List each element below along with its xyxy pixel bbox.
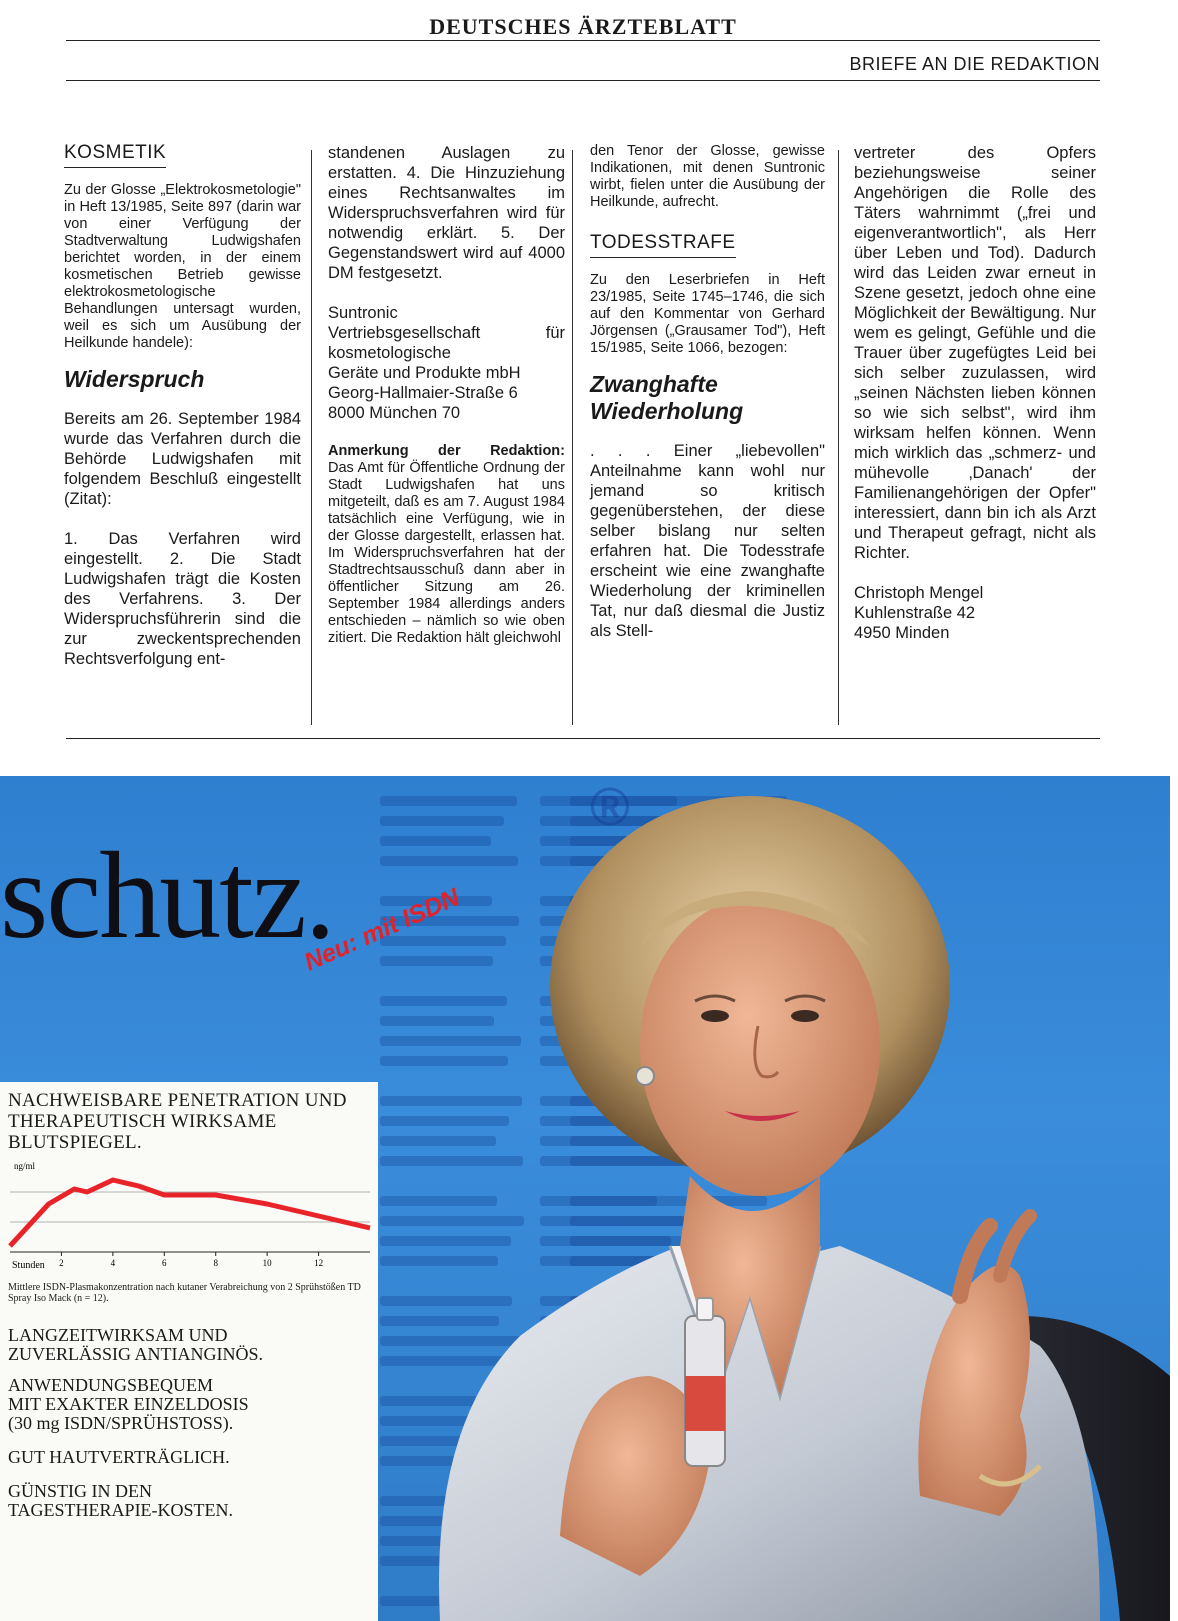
rubric-kosmetik: KOSMETIK xyxy=(64,143,166,168)
column-2 xyxy=(328,143,565,647)
headline-widerspruch: Widerspruch xyxy=(64,366,205,392)
editor-note-label: Anmerkung der Redaktion: xyxy=(328,443,565,459)
intro-kosmetik: Zu der Glosse „Elektrokosmetologie" in Heft 13/1985, Seite 897 (darin war von einer Verfügung der Stadtverwaltung Ludwigshafen berichtet worden, in der einem kosmetischen Betrieb gewisse elektrokosmetologische Behandlungen untersagt wurden, weil es sich um Ausübung der Heilkunde handele): xyxy=(64,182,301,351)
chart-x-tick-label: 12 xyxy=(314,1258,324,1268)
column-3 xyxy=(590,143,825,641)
claim-line: (30 mg ISDN/SPRÜHSTOSS). xyxy=(8,1413,234,1433)
claim-1 xyxy=(8,1326,373,1364)
body-paragraph: 1. Das Verfahren wird eingestellt. 2. Die Stadt Ludwigshafen trägt die Kosten des Verfahrens. 3. Der Widerspruchsführerin sind die zur zweckentsprechenden Rechtsverfolgung ent- xyxy=(64,530,301,668)
editor-note-text: Das Amt für Öffentliche Ordnung der Stadt Ludwigshafen hat uns mitgeteilt, daß es am 7. August 1984 tatsächlich eine Verfügung, wie in der Glosse dargestellt, erlassen hat. Im Widerspruchsverfahren hat der Stadtrechtsausschuß dann aber in öffentlicher Sitzung am 26. September 1984 allerdings anders entschieden – nämlich so wie oben zitiert. Die Redaktion hält gleichwohl xyxy=(328,460,565,646)
body-paragraph: vertreter des Opfers beziehungsweise seiner Angehörigen die Rolle des Täters wahrnimmt („frei und eigenverantwortlich", als Herr über Leben und Tod). Dadurch wird das Leiden zwar erneut in Szene gesetzt, jedoch ohne eine Möglichkeit der Bewältigung. Nur wem es gelingt, Gefühle und die Trauer über zugefügtes Leid bei sich selber zuzulassen, wird „seinen Nächsten lieben können so wie sich selbst", wird ihm wirksam helfen können. Wenn mich wirklich das „schmerz- und mühevolle ‚Danach' der Familienangehörigen der Opfer" interessiert, dann bin ich als Arzt und Therapeut gefragt, nicht als Richter. xyxy=(854,144,1096,562)
chart-x-tick-label: 2 xyxy=(59,1258,64,1268)
info-box-title: NACHWEISBARE PENETRATION UND THERAPEUTISCH WIRKSAME BLUTSPIEGEL. xyxy=(8,1090,347,1153)
body-paragraph: standenen Auslagen zu erstatten. 4. Die Hinzuziehung eines Rechtsanwaltes im Widerspruchsverfahren wird für notwendig erklärt. 5. Der Gegenstandswert wird auf 4000 DM festgesetzt. xyxy=(328,144,565,282)
column-4 xyxy=(854,143,1096,643)
masthead: DEUTSCHES ÄRZTEBLATT xyxy=(429,14,737,39)
ad-info-box xyxy=(0,1082,378,1621)
ghost-brand-mark: ® xyxy=(590,777,630,837)
signature-line: Geräte und Produkte mbH xyxy=(328,364,521,382)
signature-line: kosmetologische xyxy=(328,344,451,362)
ad-tag-new: Neu: mit ISDN xyxy=(300,883,464,977)
ad-claims xyxy=(8,1326,373,1535)
claim-2 xyxy=(8,1376,373,1433)
claim-line: LANGZEITWIRKSAM UND xyxy=(8,1325,228,1345)
body-paragraph: . . . Einer „liebevollen" Anteilnahme kann wohl nur jemand so kritisch gegenüberstehen, der diese selber bislang nur selten erfahren hat. Die Todesstrafe erscheint wie eine zwanghafte Wiederholung der kriminellen Tat, nur daß diesmal die Justiz als Stell- xyxy=(590,442,825,640)
advertisement xyxy=(0,776,1170,1621)
chart-x-label: Stunden xyxy=(12,1260,45,1271)
section-label: BRIEFE AN DIE REDAKTION xyxy=(849,54,1100,74)
claim-line: ZUVERLÄSSIG ANTIANGINÖS. xyxy=(8,1344,263,1364)
column-divider xyxy=(572,150,573,725)
chart-unit: ng/ml xyxy=(14,1161,36,1171)
intro-todesstrafe: Zu den Leserbriefen in Heft 23/1985, Seite 1745–1746, die sich auf den Kommentar von Gerhard Jörgensen („Grausamer Tod"), Heft 15/1985, Seite 1066, bezogen: xyxy=(590,272,825,356)
chart-x-tick-label: 8 xyxy=(213,1258,218,1268)
ad-headline: schutz. xyxy=(0,827,334,964)
section-rule xyxy=(66,80,1100,81)
signature-line: Vertriebsgesellschaft für xyxy=(328,324,565,342)
plasma-chart xyxy=(0,1160,378,1280)
chart-series-line xyxy=(10,1180,370,1246)
claim-line: ANWENDUNGSBEQUEM xyxy=(8,1375,213,1395)
claim-4 xyxy=(8,1482,373,1520)
signature-line: Kuhlenstraße 42 xyxy=(854,604,976,622)
signature-line: 8000 München 70 xyxy=(328,404,461,422)
signature-line: 4950 Minden xyxy=(854,624,950,642)
article-bottom-rule xyxy=(66,738,1100,739)
body-paragraph: den Tenor der Glosse, gewisse Indikationen, mit denen Suntronic wirbt, fielen unter die Ausübung der Heilkunde, aufrecht. xyxy=(590,143,825,210)
claim-3 xyxy=(8,1448,373,1467)
chart-caption: Mittlere ISDN-Plasmakonzentration nach kutaner Verabreichung von 2 Sprühstößen TD Spray Iso Mack (n = 12). xyxy=(8,1282,361,1304)
rubric-todesstrafe: TODESSTRAFE xyxy=(590,233,736,258)
column-1 xyxy=(64,143,301,669)
signature-line: Suntronic xyxy=(328,304,398,322)
headline-zwanghafte-wiederholung: Zwanghafte Wiederholung xyxy=(590,371,744,424)
woman-photo xyxy=(400,776,1170,1621)
body-paragraph: Bereits am 26. September 1984 wurde das Verfahren durch die Behörde Ludwigshafen mit folgendem Beschluß eingestellt (Zitat): xyxy=(64,410,301,508)
claim-line: GUT HAUTVERTRÄGLICH. xyxy=(8,1447,230,1467)
signature-line: Georg-Hallmaier-Straße 6 xyxy=(328,384,518,402)
claim-line: GÜNSTIG IN DEN xyxy=(8,1481,152,1501)
editor-note xyxy=(328,443,565,647)
signature-line: Christoph Mengel xyxy=(854,584,984,602)
chart-x-tick-label: 10 xyxy=(262,1258,272,1268)
masthead-rule xyxy=(66,40,1100,41)
chart-x-tick-label: 6 xyxy=(162,1258,167,1268)
column-divider xyxy=(311,150,312,725)
chart-x-tick-label: 4 xyxy=(110,1258,116,1268)
column-divider xyxy=(838,150,839,725)
claim-line: TAGESTHERAPIE-KOSTEN. xyxy=(8,1500,234,1520)
claim-line: MIT EXAKTER EINZELDOSIS xyxy=(8,1394,249,1414)
